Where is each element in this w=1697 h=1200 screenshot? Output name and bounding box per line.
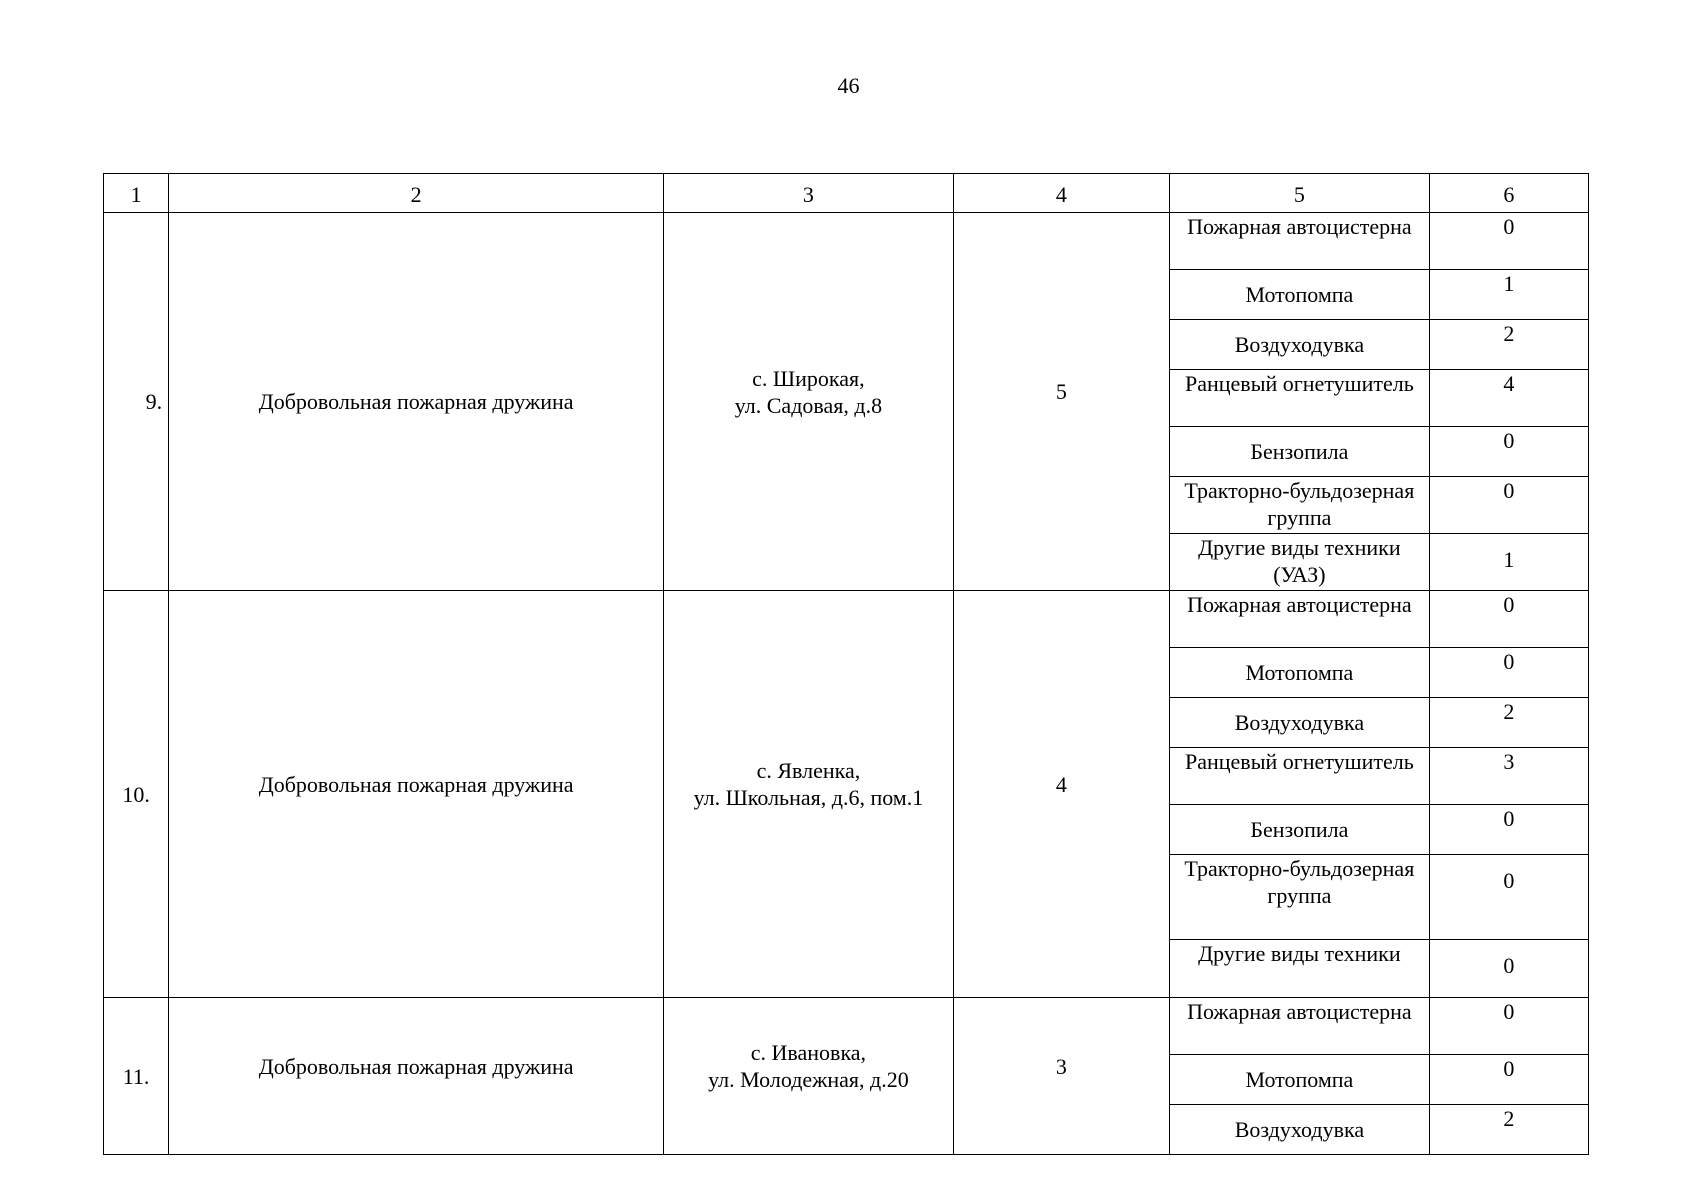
equipment-qty: 0 xyxy=(1429,940,1588,998)
equipment-name: Ранцевый огнетушитель xyxy=(1170,748,1430,805)
table-row xyxy=(104,591,1589,648)
equipment-qty: 0 xyxy=(1429,998,1588,1055)
address-line: с. Ивановка, xyxy=(750,1040,867,1065)
equipment-qty: 0 xyxy=(1429,855,1588,940)
equipment-qty: 4 xyxy=(1429,370,1588,427)
address-line: ул. Молодежная, д.20 xyxy=(708,1067,909,1092)
equipment-name: Пожарная автоцистерна xyxy=(1170,998,1430,1055)
address xyxy=(664,591,954,998)
organization-name: Добровольная пожарная дружина xyxy=(169,213,664,591)
equipment-name: Мотопомпа xyxy=(1170,1055,1430,1105)
equipment-name: Пожарная автоцистерна xyxy=(1170,591,1430,648)
row-number: 11. xyxy=(104,998,169,1155)
equipment-name: Бензопила xyxy=(1170,427,1430,477)
equipment-qty: 3 xyxy=(1429,748,1588,805)
equipment-name: Другие виды техники (УАЗ) xyxy=(1170,534,1430,591)
organization-name: Добровольная пожарная дружина xyxy=(169,998,664,1155)
header-row xyxy=(104,174,1589,213)
header-cell: 6 xyxy=(1429,174,1588,213)
header-cell: 5 xyxy=(1170,174,1430,213)
equipment-qty: 0 xyxy=(1429,477,1588,534)
header-cell: 4 xyxy=(953,174,1169,213)
table-row xyxy=(104,998,1589,1055)
equipment-name: Ранцевый огнетушитель xyxy=(1170,370,1430,427)
equipment-name: Бензопила xyxy=(1170,805,1430,855)
equipment-name: Тракторно-бульдозерная группа xyxy=(1170,477,1430,534)
equipment-qty: 1 xyxy=(1429,534,1588,591)
equipment-name: Воздуходувка xyxy=(1170,320,1430,370)
equipment-name: Мотопомпа xyxy=(1170,648,1430,698)
equipment-name: Пожарная автоцистерна xyxy=(1170,213,1430,270)
member-count: 3 xyxy=(953,998,1169,1155)
header-cell: 3 xyxy=(664,174,954,213)
equipment-qty: 2 xyxy=(1429,1105,1588,1155)
equipment-qty: 0 xyxy=(1429,427,1588,477)
address xyxy=(664,998,954,1155)
row-number: 10. xyxy=(104,591,169,998)
equipment-name: Мотопомпа xyxy=(1170,270,1430,320)
equipment-qty: 1 xyxy=(1429,270,1588,320)
address-line: ул. Школьная, д.6, пом.1 xyxy=(693,785,924,810)
equipment-qty: 2 xyxy=(1429,698,1588,748)
equipment-qty: 0 xyxy=(1429,213,1588,270)
table-row xyxy=(104,213,1589,270)
address-line: ул. Садовая, д.8 xyxy=(734,392,883,418)
address-line: с. Явленка, xyxy=(756,758,861,783)
row-number: 9. xyxy=(104,213,169,591)
address xyxy=(664,213,954,591)
organization-name: Добровольная пожарная дружина xyxy=(169,591,664,998)
equipment-qty: 0 xyxy=(1429,805,1588,855)
equipment-qty: 0 xyxy=(1429,591,1588,648)
equipment-name: Тракторно-бульдозерная группа xyxy=(1170,855,1430,940)
equipment-name: Воздуходувка xyxy=(1170,698,1430,748)
equipment-qty: 2 xyxy=(1429,320,1588,370)
fire-brigade-table xyxy=(103,173,1589,1155)
member-count: 4 xyxy=(953,591,1169,998)
equipment-qty: 0 xyxy=(1429,648,1588,698)
page-number: 46 xyxy=(837,73,860,98)
header-cell: 2 xyxy=(169,174,664,213)
header-cell: 1 xyxy=(104,174,169,213)
equipment-name: Воздуходувка xyxy=(1170,1105,1430,1155)
equipment-qty: 0 xyxy=(1429,1055,1588,1105)
member-count: 5 xyxy=(953,213,1169,591)
equipment-name: Другие виды техники xyxy=(1170,940,1430,998)
address-line: с. Широкая, xyxy=(752,365,865,391)
